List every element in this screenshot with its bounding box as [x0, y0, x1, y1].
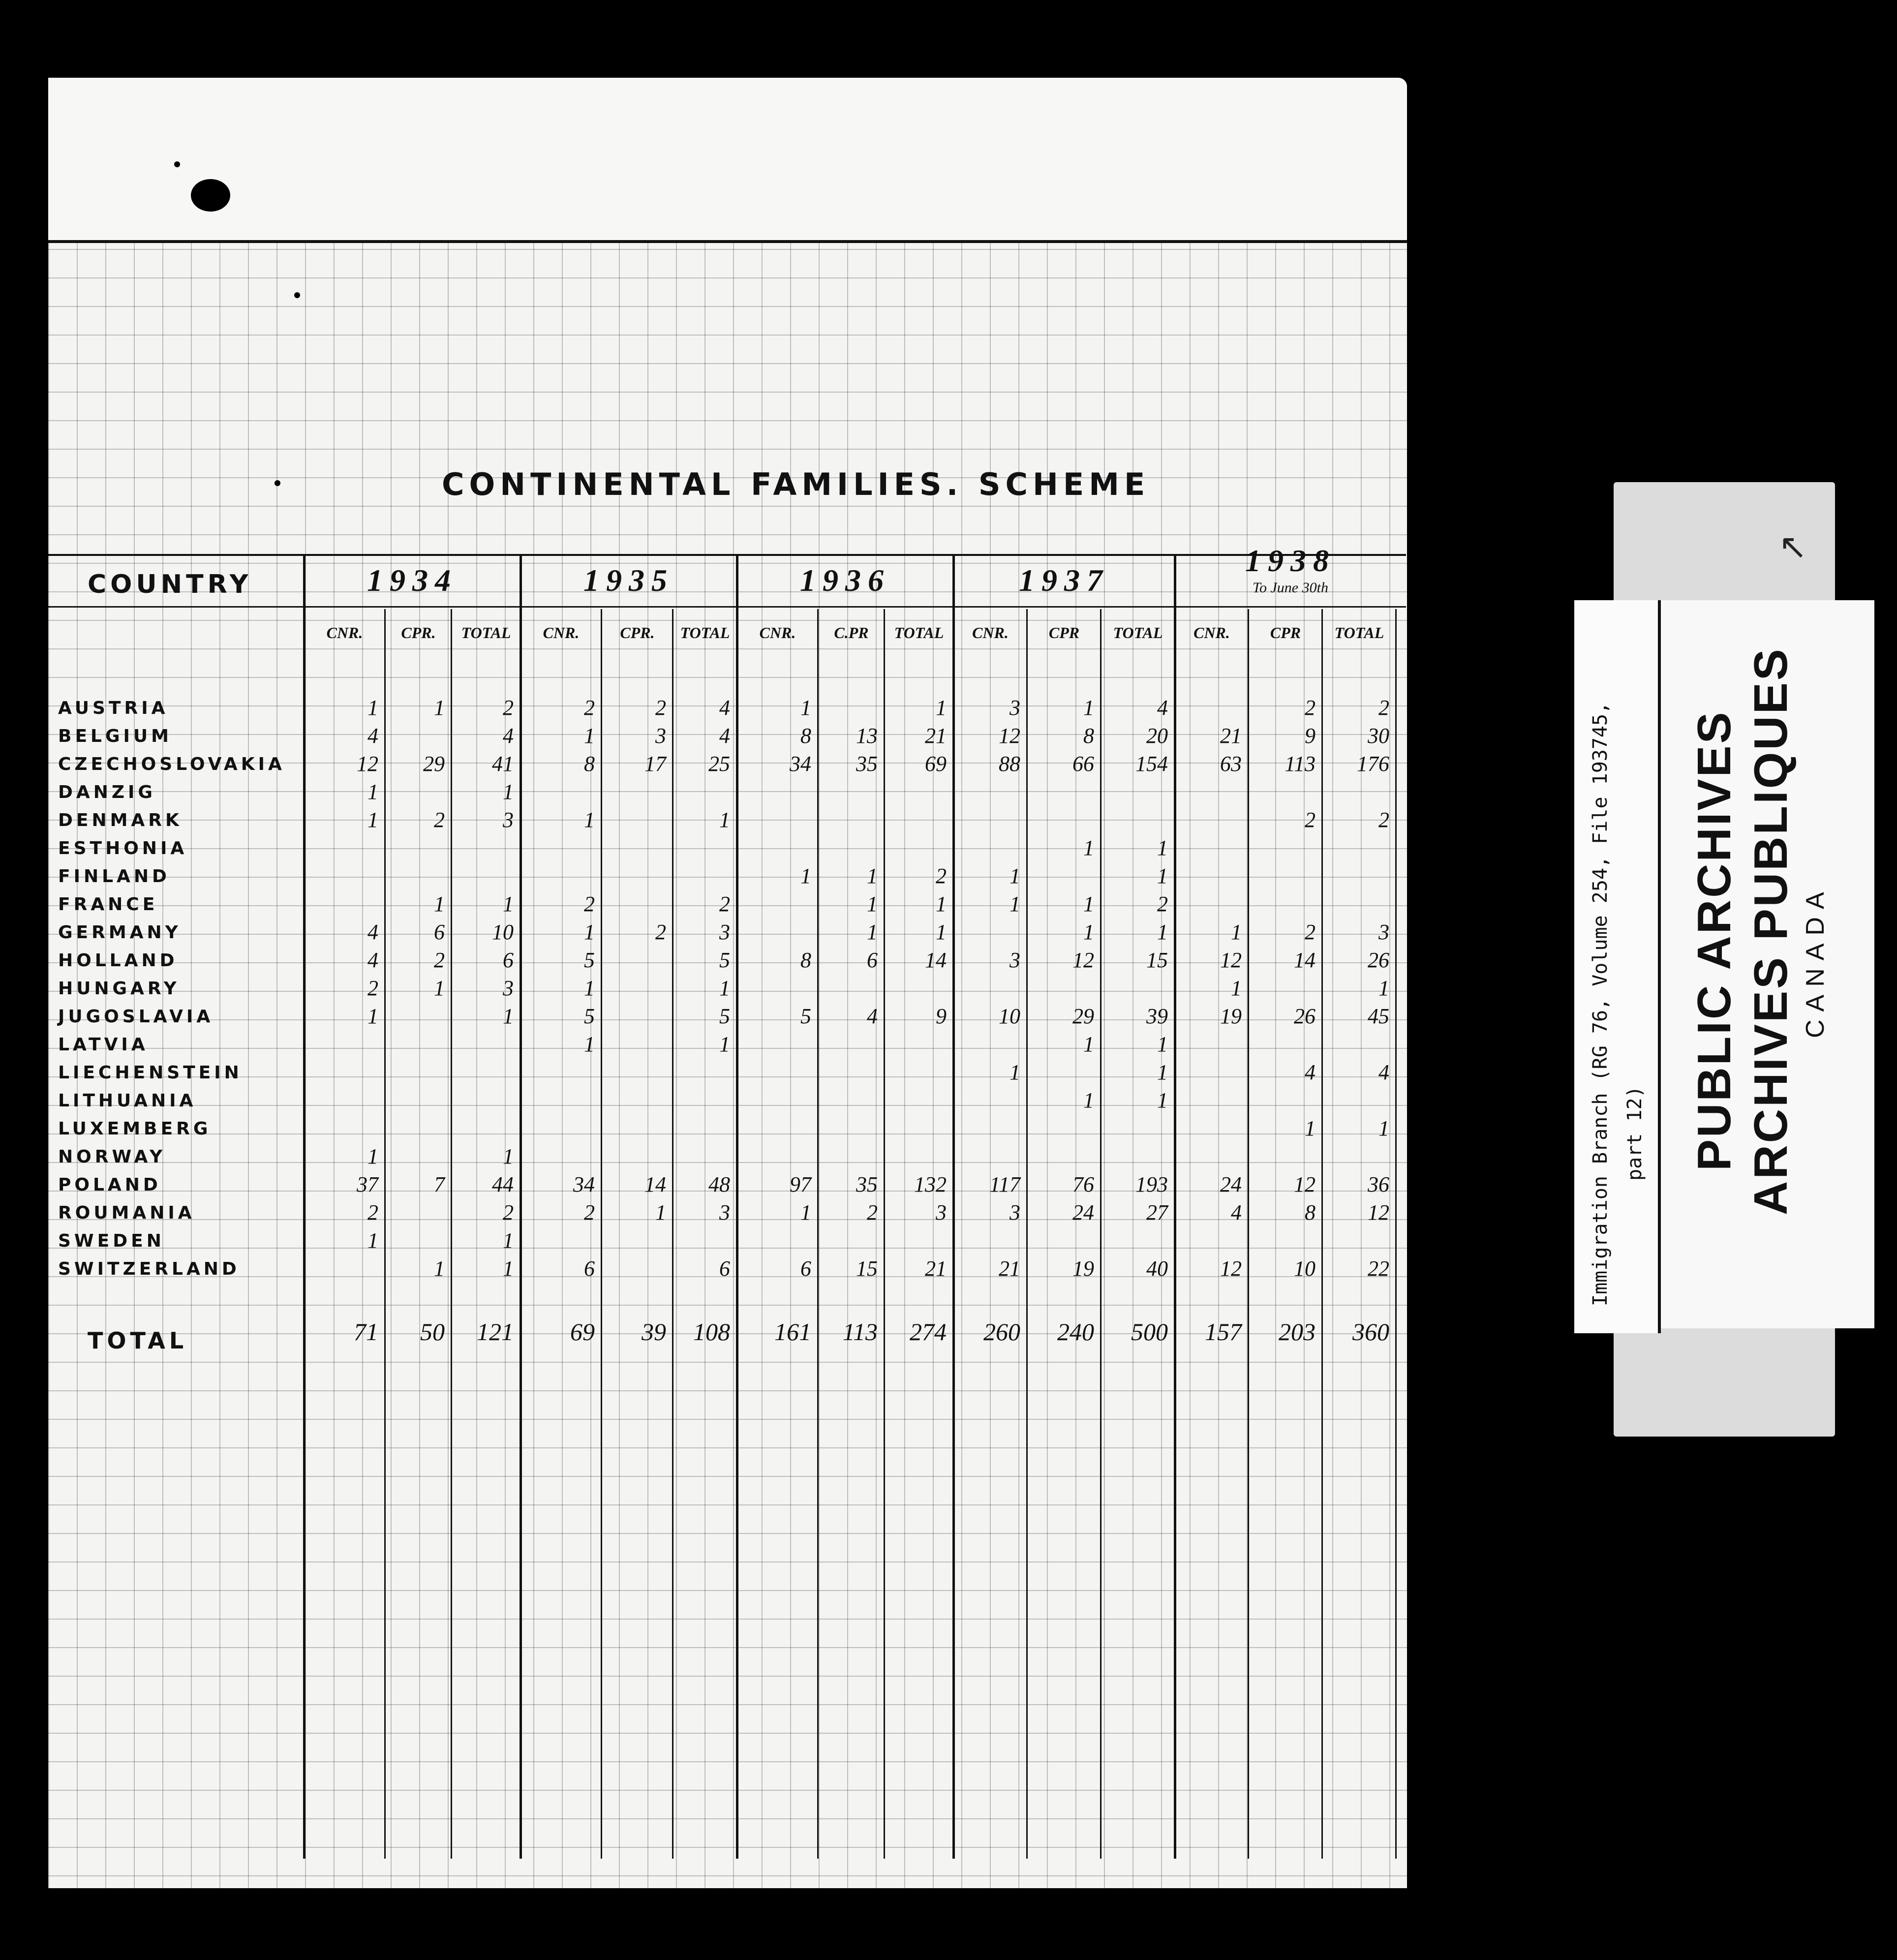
- table-cell: 2: [584, 696, 595, 720]
- table-cell: 15: [856, 1256, 878, 1281]
- table-cell: 8: [800, 724, 811, 748]
- column-subheader: TOTAL: [461, 624, 511, 642]
- table-cell: 19: [1220, 1004, 1242, 1028]
- table-cell: 4: [719, 696, 730, 720]
- table-cell: 1: [503, 1004, 514, 1028]
- country-name: LIECHENSTEIN: [58, 1063, 243, 1083]
- country-column-header: COUNTRY: [88, 570, 252, 599]
- table-cell: 113: [1285, 752, 1316, 776]
- table-cell: 12: [1072, 948, 1094, 972]
- year-header: 1938: [1245, 543, 1336, 578]
- table-cell: 2: [655, 920, 666, 944]
- table-cell: 1: [1157, 864, 1168, 888]
- table-cell: 36: [1368, 1172, 1389, 1196]
- table-cell: 8: [1083, 724, 1094, 748]
- column-subheader: CPR.: [401, 624, 436, 642]
- table-cell: 2: [1305, 808, 1316, 832]
- column-subheader: CNR.: [543, 624, 580, 642]
- table-cell: 17: [644, 752, 666, 776]
- country-name: HUNGARY: [58, 979, 180, 999]
- archive-name-french: ARCHIVES PUBLIQUES: [1744, 647, 1797, 1215]
- ink-speck: [174, 161, 180, 167]
- table-cell: 4: [1231, 1200, 1242, 1225]
- country-name: CZECHOSLOVAKIA: [58, 754, 285, 774]
- year-header: 1937: [1019, 563, 1109, 598]
- table-cell: 1: [719, 808, 730, 832]
- column-subheader: CNR.: [326, 624, 363, 642]
- table-cell: 69: [925, 752, 947, 776]
- table-cell: 1: [367, 1228, 378, 1253]
- table-cell: 2: [1378, 696, 1389, 720]
- table-cell: 6: [867, 948, 878, 972]
- archive-reference-line2: part 12): [1623, 1086, 1646, 1181]
- column-rule: [1026, 609, 1028, 1859]
- table-cell: 5: [800, 1004, 811, 1028]
- table-cell: 1: [1083, 1032, 1094, 1056]
- column-subheader: CPR.: [620, 624, 655, 642]
- table-cell: 1: [1231, 976, 1242, 1000]
- table-cell: 1: [503, 892, 514, 916]
- table-cell: 2: [936, 864, 947, 888]
- arrow-mark: ↖: [1778, 526, 1807, 567]
- table-cell: 1: [584, 1032, 595, 1056]
- table-cell: 154: [1135, 752, 1168, 776]
- table-cell: 1: [367, 808, 378, 832]
- table-cell: 76: [1072, 1172, 1094, 1196]
- table-cell: 132: [914, 1172, 947, 1196]
- table-cell: 6: [503, 948, 514, 972]
- table-cell: 1: [367, 780, 378, 804]
- table-cell: 1: [1157, 1060, 1168, 1084]
- table-cell: 44: [492, 1172, 514, 1196]
- table-cell: 1: [1157, 920, 1168, 944]
- table-cell: 1: [503, 1144, 514, 1168]
- table-cell: 14: [644, 1172, 666, 1196]
- table-cell: 7: [434, 1172, 445, 1196]
- table-cell: 26: [1294, 1004, 1316, 1028]
- year-header: 1935: [583, 563, 674, 598]
- table-cell: 13: [856, 724, 878, 748]
- table-cell: 66: [1072, 752, 1094, 776]
- table-cell: 1: [1083, 836, 1094, 860]
- table-cell: 5: [719, 1004, 730, 1028]
- table-cell: 2: [1305, 920, 1316, 944]
- year-header: 1934: [367, 563, 458, 598]
- table-cell: 1: [367, 696, 378, 720]
- table-cell: 20: [1146, 724, 1168, 748]
- table-cell: 12: [999, 724, 1020, 748]
- graph-paper-sheet: [48, 78, 1407, 1888]
- table-cell: 1: [1010, 864, 1020, 888]
- table-cell: 117: [989, 1172, 1020, 1196]
- table-cell: 24: [1220, 1172, 1242, 1196]
- column-rule: [1321, 609, 1323, 1859]
- table-cell: 1: [936, 696, 947, 720]
- table-cell: 2: [584, 892, 595, 916]
- table-cell: 1: [1157, 1032, 1168, 1056]
- table-cell: 3: [503, 808, 514, 832]
- country-name: SWITZERLAND: [58, 1259, 240, 1279]
- column-subheader: TOTAL: [1113, 624, 1163, 642]
- table-cell: 3: [1010, 696, 1020, 720]
- table-cell: 10: [492, 920, 514, 944]
- table-cell: 1: [1010, 1060, 1020, 1084]
- table-cell: 12: [1220, 1256, 1242, 1281]
- table-cell: 8: [800, 948, 811, 972]
- ink-speck: [275, 480, 280, 486]
- table-cell: 35: [856, 1172, 878, 1196]
- total-cell: 50: [420, 1318, 445, 1346]
- table-cell: 2: [655, 696, 666, 720]
- country-name: LATVIA: [58, 1035, 149, 1055]
- table-cell: 9: [1305, 724, 1316, 748]
- table-cell: 1: [867, 920, 878, 944]
- table-cell: 2: [719, 892, 730, 916]
- table-cell: 12: [1368, 1200, 1389, 1225]
- table-cell: 29: [423, 752, 445, 776]
- total-cell: 69: [570, 1318, 595, 1346]
- table-cell: 37: [357, 1172, 378, 1196]
- table-cell: 2: [503, 1200, 514, 1225]
- country-name: GERMANY: [58, 922, 182, 943]
- column-rule: [884, 609, 885, 1859]
- total-cell: 113: [842, 1318, 878, 1346]
- table-cell: 21: [1220, 724, 1242, 748]
- column-rule: [817, 609, 819, 1859]
- table-cell: 6: [434, 920, 445, 944]
- column-subheader: CPR: [1270, 624, 1301, 642]
- table-cell: 5: [584, 948, 595, 972]
- table-cell: 1: [867, 864, 878, 888]
- table-cell: 26: [1368, 948, 1389, 972]
- table-cell: 4: [719, 724, 730, 748]
- table-cell: 5: [584, 1004, 595, 1028]
- table-cell: 6: [800, 1256, 811, 1281]
- table-cell: 1: [1157, 1088, 1168, 1112]
- total-cell: 39: [642, 1318, 666, 1346]
- table-cell: 4: [367, 724, 378, 748]
- table-cell: 3: [719, 920, 730, 944]
- table-cell: 3: [1010, 948, 1020, 972]
- table-cell: 1: [1378, 1116, 1389, 1140]
- table-cell: 193: [1135, 1172, 1168, 1196]
- table-cell: 176: [1357, 752, 1389, 776]
- table-cell: 1: [719, 976, 730, 1000]
- table-cell: 19: [1072, 1256, 1094, 1281]
- table-cell: 2: [867, 1200, 878, 1225]
- table-cell: 4: [367, 920, 378, 944]
- table-cell: 1: [584, 724, 595, 748]
- total-cell: 360: [1352, 1318, 1389, 1346]
- table-cell: 21: [999, 1256, 1020, 1281]
- table-cell: 5: [719, 948, 730, 972]
- table-cell: 1: [655, 1200, 666, 1225]
- table-cell: 30: [1368, 724, 1389, 748]
- total-cell: 121: [477, 1318, 514, 1346]
- table-cell: 1: [584, 976, 595, 1000]
- table-cell: 10: [1294, 1256, 1316, 1281]
- archive-country: CANADA: [1801, 884, 1830, 1038]
- table-cell: 1: [434, 1256, 445, 1281]
- table-cell: 2: [1378, 808, 1389, 832]
- table-cell: 1: [1010, 892, 1020, 916]
- table-cell: 4: [1378, 1060, 1389, 1084]
- table-cell: 1: [1305, 1116, 1316, 1140]
- table-cell: 1: [1378, 976, 1389, 1000]
- table-cell: 2: [1157, 892, 1168, 916]
- table-cell: 2: [367, 1200, 378, 1225]
- archive-name-english: PUBLIC ARCHIVES: [1688, 710, 1741, 1171]
- table-cell: 3: [1378, 920, 1389, 944]
- column-rule: [672, 609, 673, 1859]
- column-subheader: C.PR: [834, 624, 869, 642]
- total-cell: 203: [1279, 1318, 1316, 1346]
- total-cell: 71: [354, 1318, 378, 1346]
- table-cell: 1: [1083, 892, 1094, 916]
- table-cell: 1: [584, 920, 595, 944]
- table-cell: 14: [1294, 948, 1316, 972]
- table-cell: 4: [1305, 1060, 1316, 1084]
- country-name: FINLAND: [58, 866, 170, 887]
- table-cell: 8: [584, 752, 595, 776]
- archive-reference-line1: Immigration Branch (RG 76, Volume 254, File 193745,: [1589, 702, 1612, 1306]
- table-cell: 12: [1220, 948, 1242, 972]
- country-name: JUGOSLAVIA: [58, 1007, 214, 1027]
- table-cell: 1: [867, 892, 878, 916]
- header-divider-rule: [48, 606, 1406, 608]
- table-cell: 34: [790, 752, 811, 776]
- table-cell: 2: [434, 948, 445, 972]
- table-cell: 12: [357, 752, 378, 776]
- table-cell: 1: [1157, 836, 1168, 860]
- punch-hole: [191, 179, 230, 212]
- country-name: LITHUANIA: [58, 1091, 197, 1111]
- table-cell: 4: [503, 724, 514, 748]
- year-header: 1936: [800, 563, 890, 598]
- table-cell: 27: [1146, 1200, 1168, 1225]
- table-cell: 15: [1146, 948, 1168, 972]
- total-cell: 274: [910, 1318, 947, 1346]
- table-cell: 10: [999, 1004, 1020, 1028]
- ink-speck: [294, 292, 300, 298]
- table-cell: 4: [367, 948, 378, 972]
- table-cell: 34: [573, 1172, 595, 1196]
- table-cell: 1: [1083, 920, 1094, 944]
- table-cell: 1: [434, 976, 445, 1000]
- total-cell: 500: [1131, 1318, 1168, 1346]
- table-cell: 4: [1157, 696, 1168, 720]
- column-rule: [1395, 609, 1397, 1859]
- country-name: ROUMANIA: [58, 1203, 195, 1223]
- table-cell: 3: [503, 976, 514, 1000]
- table-cell: 39: [1146, 1004, 1168, 1028]
- column-subheader: CNR.: [972, 624, 1009, 642]
- country-name: FRANCE: [58, 894, 158, 915]
- table-cell: 3: [936, 1200, 947, 1225]
- year-note: To June 30th: [1253, 580, 1328, 596]
- table-cell: 45: [1368, 1004, 1389, 1028]
- column-subheader: TOTAL: [680, 624, 730, 642]
- table-cell: 1: [719, 1032, 730, 1056]
- table-cell: 88: [999, 752, 1020, 776]
- sheet-title: CONTINENTAL FAMILIES. SCHEME: [442, 466, 1150, 502]
- table-cell: 1: [584, 808, 595, 832]
- table-cell: 25: [708, 752, 730, 776]
- country-name: AUSTRIA: [58, 698, 169, 718]
- table-cell: 1: [367, 1144, 378, 1168]
- country-name: LUXEMBERG: [58, 1119, 212, 1139]
- table-cell: 2: [503, 696, 514, 720]
- table-cell: 97: [790, 1172, 811, 1196]
- table-cell: 2: [434, 808, 445, 832]
- total-cell: 240: [1057, 1318, 1094, 1346]
- table-cell: 3: [1010, 1200, 1020, 1225]
- country-name: BELGIUM: [58, 726, 172, 746]
- column-rule: [384, 609, 386, 1859]
- column-subheader: CNR.: [1193, 624, 1230, 642]
- table-cell: 29: [1072, 1004, 1094, 1028]
- table-cell: 1: [800, 1200, 811, 1225]
- table-cell: 21: [925, 724, 947, 748]
- total-cell: 108: [693, 1318, 730, 1346]
- table-cell: 1: [936, 892, 947, 916]
- table-cell: 1: [503, 1228, 514, 1253]
- country-name: ESTHONIA: [58, 838, 188, 858]
- table-cell: 21: [925, 1256, 947, 1281]
- table-cell: 8: [1305, 1200, 1316, 1225]
- table-cell: 3: [719, 1200, 730, 1225]
- table-cell: 4: [867, 1004, 878, 1028]
- table-cell: 41: [492, 752, 514, 776]
- column-rule: [1100, 609, 1101, 1859]
- table-cell: 14: [925, 948, 947, 972]
- table-cell: 1: [503, 1256, 514, 1281]
- column-subheader: TOTAL: [894, 624, 944, 642]
- table-cell: 1: [434, 696, 445, 720]
- table-cell: 1: [367, 1004, 378, 1028]
- table-cell: 22: [1368, 1256, 1389, 1281]
- table-cell: 24: [1072, 1200, 1094, 1225]
- table-cell: 12: [1294, 1172, 1316, 1196]
- table-cell: 1: [503, 780, 514, 804]
- table-cell: 1: [1231, 920, 1242, 944]
- column-subheader: TOTAL: [1334, 624, 1384, 642]
- archive-reference-strip: [1574, 600, 1661, 1333]
- table-cell: 63: [1220, 752, 1242, 776]
- table-cell: 40: [1146, 1256, 1168, 1281]
- table-cell: 48: [708, 1172, 730, 1196]
- country-name: DANZIG: [58, 782, 156, 802]
- table-cell: 1: [434, 892, 445, 916]
- total-cell: 161: [774, 1318, 811, 1346]
- column-subheader: CPR: [1048, 624, 1080, 642]
- table-cell: 1: [800, 864, 811, 888]
- table-cell: 3: [655, 724, 666, 748]
- country-name: SWEDEN: [58, 1231, 165, 1251]
- table-cell: 1: [936, 920, 947, 944]
- sheet-header-strip: [48, 78, 1407, 243]
- table-cell: 35: [856, 752, 878, 776]
- column-rule: [601, 609, 602, 1859]
- table-cell: 2: [367, 976, 378, 1000]
- table-cell: 2: [584, 1200, 595, 1225]
- table-cell: 6: [719, 1256, 730, 1281]
- table-cell: 9: [936, 1004, 947, 1028]
- total-cell: 260: [983, 1318, 1020, 1346]
- column-rule: [1248, 609, 1249, 1859]
- column-subheader: CNR.: [759, 624, 796, 642]
- country-name: NORWAY: [58, 1147, 166, 1167]
- total-row-label: TOTAL: [88, 1327, 188, 1354]
- table-cell: 1: [800, 696, 811, 720]
- total-cell: 157: [1205, 1318, 1242, 1346]
- country-name: POLAND: [58, 1175, 161, 1195]
- table-cell: 1: [1083, 1088, 1094, 1112]
- table-cell: 2: [1305, 696, 1316, 720]
- table-cell: 1: [1083, 696, 1094, 720]
- table-cell: 6: [584, 1256, 595, 1281]
- country-name: DENMARK: [58, 810, 183, 830]
- country-name: HOLLAND: [58, 950, 178, 971]
